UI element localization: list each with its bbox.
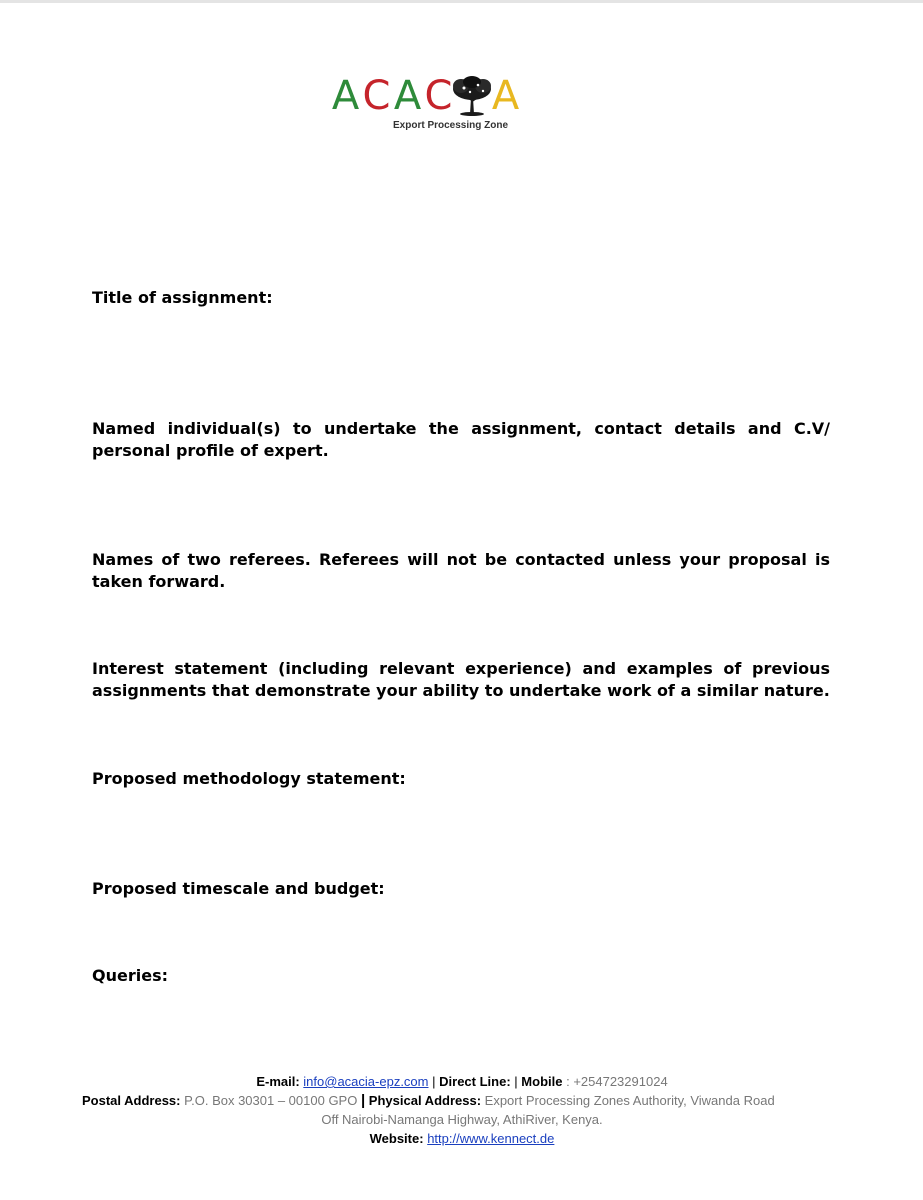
footer-physical-label: Physical Address:: [368, 1093, 482, 1108]
footer-thick-separator: |: [360, 1092, 366, 1109]
logo-letter: A: [393, 73, 422, 119]
section-named-individuals: Named individual(s) to undertake the assignment, contact details and C.V/ personal profile of expert.: [92, 419, 830, 460]
section-interest-statement: Interest statement (including relevant experience) and examples of previous assignments that demonstrate your ability to undertake work of a similar nature.: [92, 659, 830, 700]
section-methodology: Proposed methodology statement:: [92, 769, 406, 788]
logo-subtitle: Export Processing Zone: [393, 120, 509, 131]
footer-website-label: Website:: [369, 1131, 424, 1146]
footer-email-link[interactable]: info@acacia-epz.com: [303, 1074, 429, 1089]
logo-letter: A: [491, 73, 520, 119]
footer-separator: |: [514, 1074, 518, 1089]
acacia-tree-icon: [450, 74, 494, 118]
logo-letter: C: [424, 73, 453, 119]
page-top-border: [0, 0, 923, 3]
footer-contact-line: [82, 1072, 842, 1091]
footer-address-line-2: Off Nairobi-Namanga Highway, AthiRiver, Kenya.: [321, 1112, 603, 1127]
footer-address-line: [82, 1091, 842, 1110]
logo-wordmark: [330, 72, 521, 120]
footer-physical-value: Export Processing Zones Authority, Viwanda Road: [484, 1093, 775, 1108]
footer-mobile-value: : +254723291024: [566, 1074, 668, 1089]
footer-website-line: [82, 1129, 842, 1148]
footer-postal-value: P.O. Box 30301 – 00100 GPO: [184, 1093, 358, 1108]
logo-letter: A: [331, 73, 360, 119]
section-queries: Queries:: [92, 966, 168, 985]
footer-website-link[interactable]: http://www.kennect.de: [427, 1131, 555, 1146]
footer-email-label: E-mail:: [256, 1074, 300, 1089]
page-footer: [82, 1072, 842, 1148]
acacia-logo: [330, 72, 580, 142]
section-timescale-budget: Proposed timescale and budget:: [92, 879, 385, 898]
footer-direct-line-label: Direct Line:: [439, 1074, 511, 1089]
footer-mobile-label: Mobile: [521, 1074, 563, 1089]
footer-separator: |: [432, 1074, 436, 1089]
footer-postal-label: Postal Address:: [82, 1093, 181, 1108]
section-title-of-assignment: Title of assignment:: [92, 288, 273, 307]
section-referees: Names of two referees. Referees will not be contacted unless your proposal is taken forward.: [92, 550, 830, 591]
logo-letter: C: [362, 73, 391, 119]
